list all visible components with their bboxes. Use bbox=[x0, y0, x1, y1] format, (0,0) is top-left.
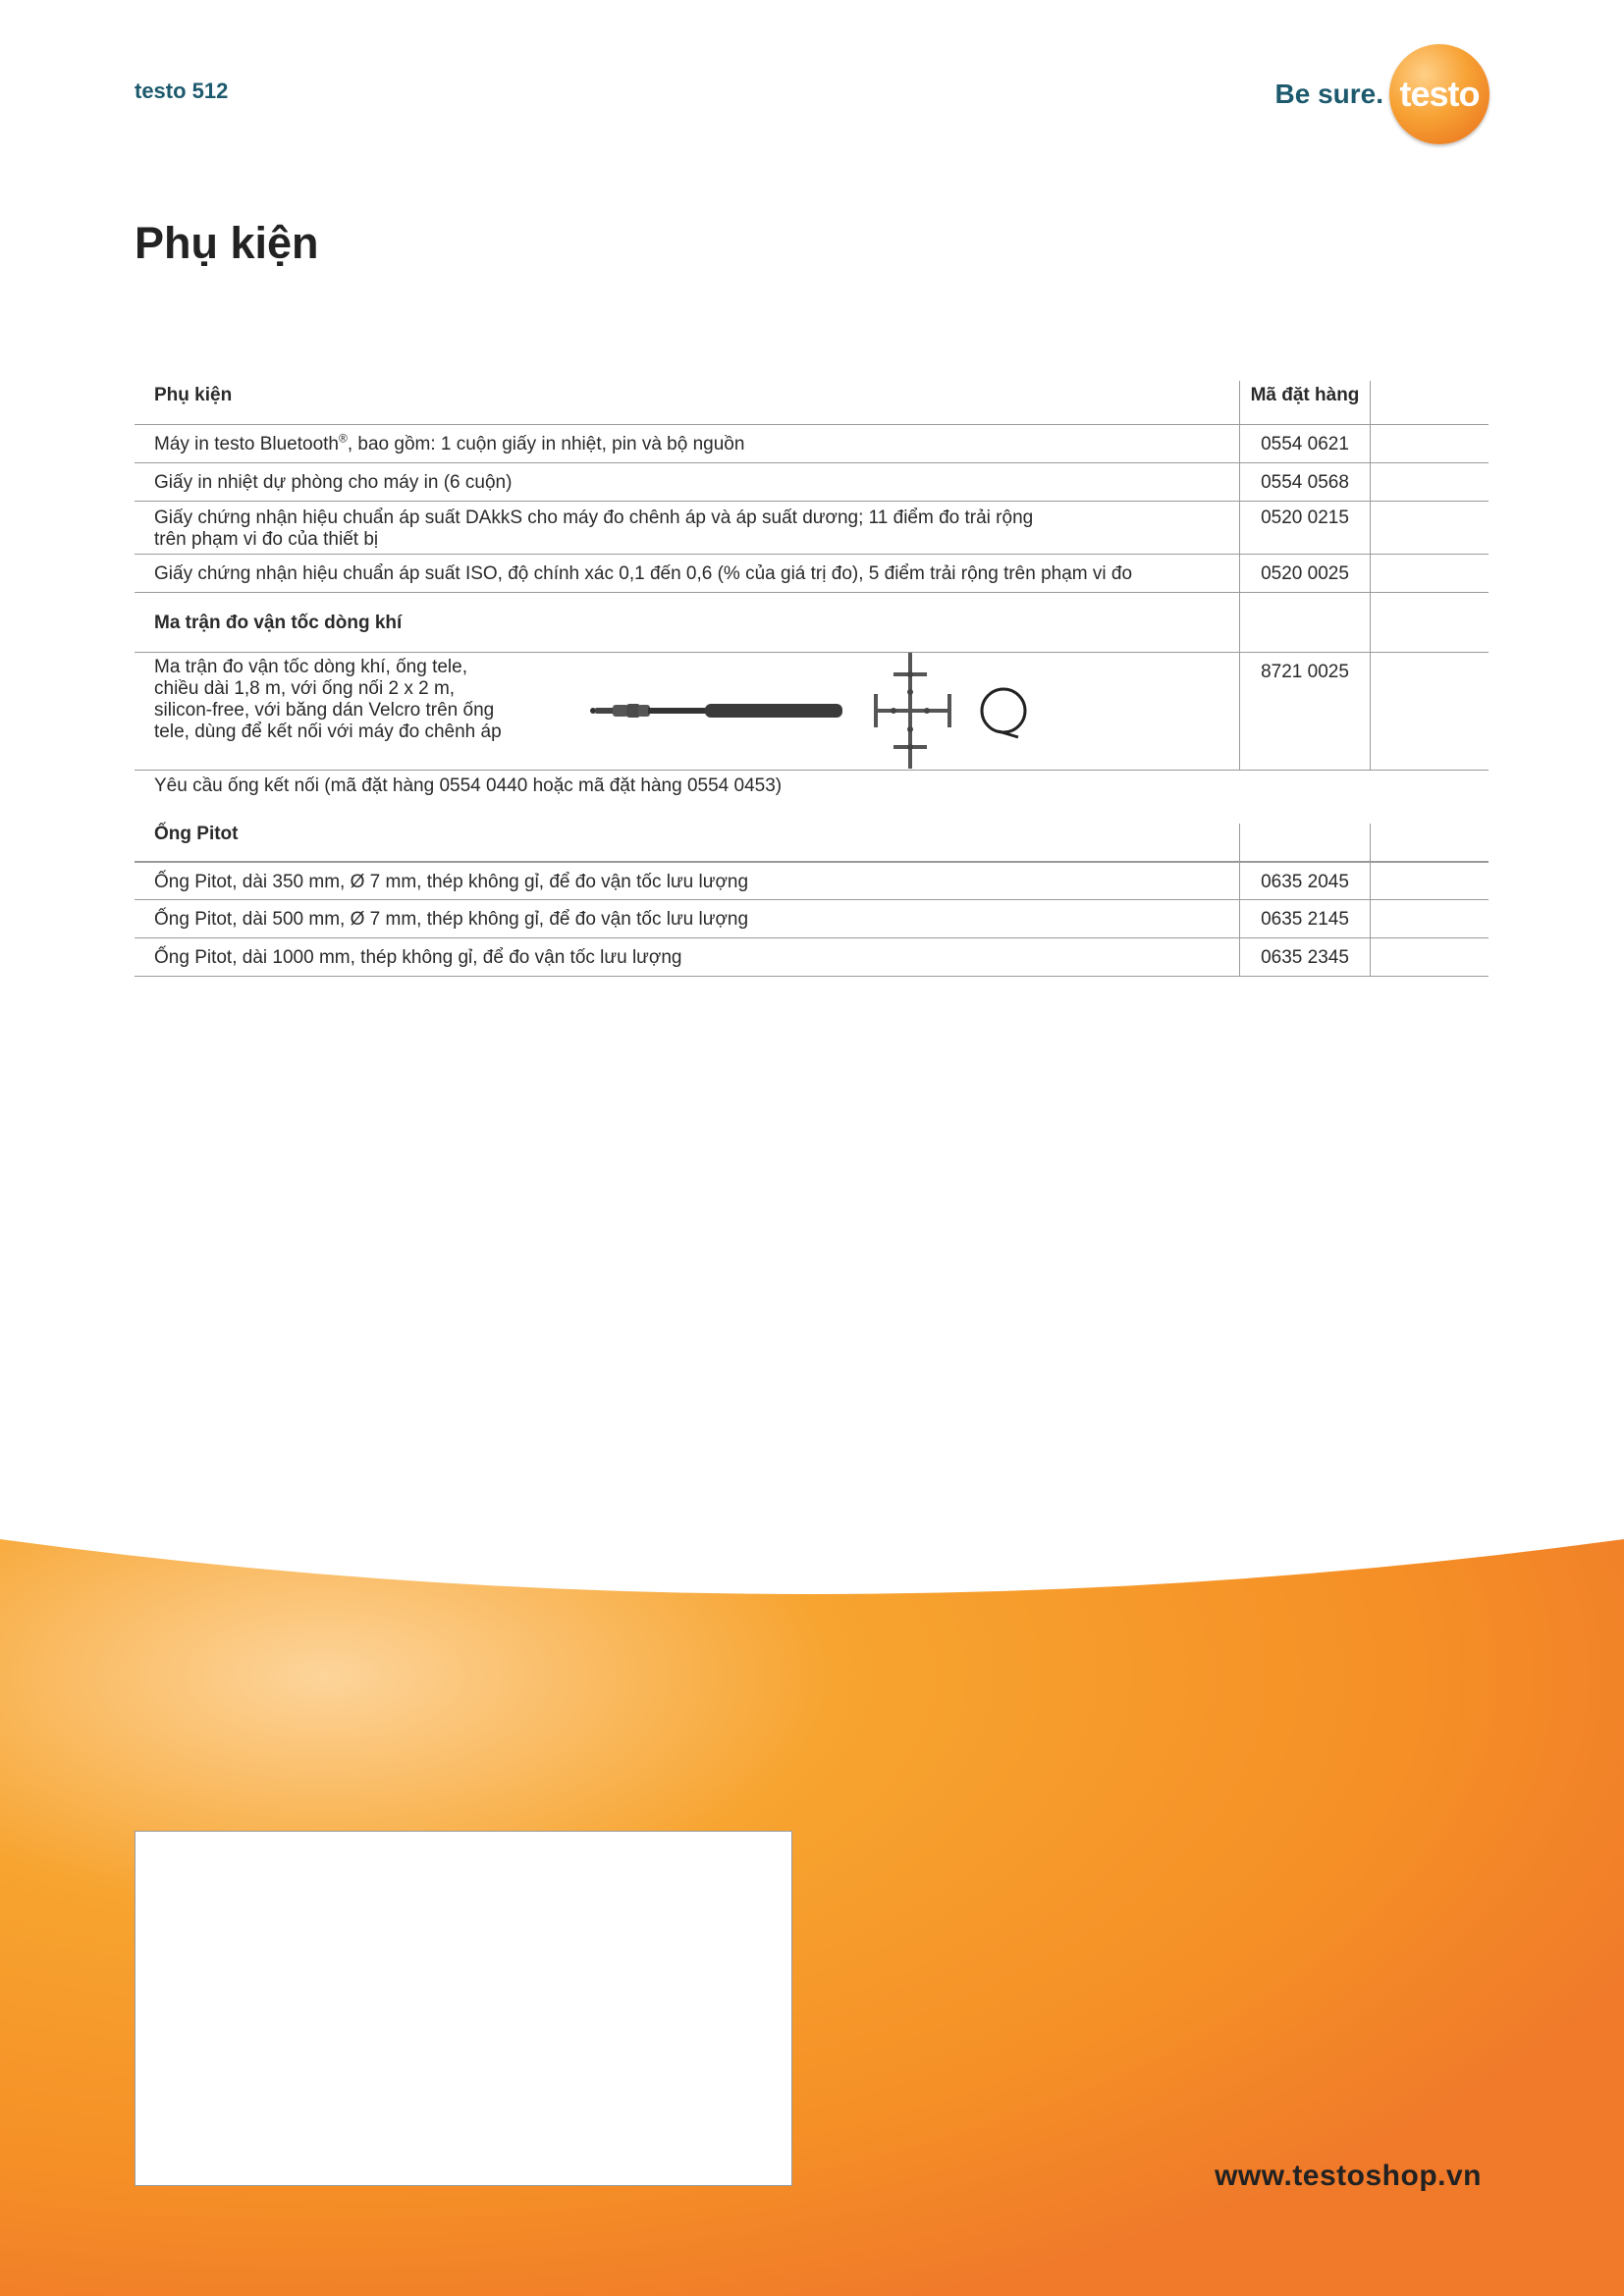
column-header-order-code: Mã đặt hàng bbox=[1239, 381, 1371, 424]
brand-logo bbox=[1275, 43, 1490, 145]
section-matrix-title: Ma trận đo vận tốc dòng khí bbox=[154, 613, 403, 633]
connection-note: Yêu cầu ống kết nối (mã đặt hàng 0554 0440 hoặc mã đặt hàng 0554 0453) bbox=[154, 775, 783, 796]
flow-matrix-product-image bbox=[581, 653, 1053, 771]
brand-slogan: Be sure. bbox=[1274, 79, 1383, 109]
section-header-row bbox=[135, 593, 1489, 653]
table-row bbox=[135, 463, 1489, 502]
accessories-table bbox=[135, 381, 1489, 977]
row-order-code: 0635 2345 bbox=[1239, 938, 1371, 976]
table-row bbox=[135, 862, 1489, 900]
row-order-code: 0554 0568 bbox=[1239, 463, 1371, 501]
section-pitot-title: Ống Pitot bbox=[154, 824, 239, 844]
product-name: testo 512 bbox=[135, 79, 229, 103]
row-description: Giấy chứng nhận hiệu chuẩn áp suất ISO, độ chính xác 0,1 đến 0,6 (% của giá trị đo), 5 điểm trải rộng trên phạm vi đo bbox=[154, 563, 1133, 584]
table-row bbox=[135, 653, 1489, 771]
table-header-row bbox=[135, 381, 1489, 425]
page-title: Phụ kiện bbox=[135, 218, 319, 268]
table-row bbox=[135, 425, 1489, 463]
note-row bbox=[135, 771, 1489, 824]
row-description bbox=[135, 653, 1239, 770]
row-description: Ống Pitot, dài 500 mm, Ø 7 mm, thép không gỉ, để đo vận tốc lưu lượng bbox=[154, 909, 749, 930]
row-order-code: 0520 0025 bbox=[1239, 555, 1371, 592]
row-order-code: 0635 2145 bbox=[1239, 900, 1371, 937]
row-order-code: 0554 0621 bbox=[1239, 425, 1371, 462]
table-row bbox=[135, 555, 1489, 593]
table-row bbox=[135, 900, 1489, 938]
section-header-row bbox=[135, 824, 1489, 862]
row-description: Máy in testo Bluetooth®, bao gồm: 1 cuộn giấy in nhiệt, pin và bộ nguồn bbox=[154, 431, 745, 454]
logo-text: testo bbox=[1399, 74, 1480, 114]
row-order-code: 0520 0215 bbox=[1239, 502, 1371, 554]
row-order-code: 0635 2045 bbox=[1239, 863, 1371, 899]
row-description: Giấy chứng nhận hiệu chuẩn áp suất DAkkS cho máy đo chênh áp và áp suất dương; 11 điểm đo trải rộng trên phạm vi đo của thiết bị bbox=[154, 507, 1034, 550]
row-description: Ống Pitot, dài 1000 mm, thép không gỉ, để đo vận tốc lưu lượng bbox=[154, 947, 682, 968]
row-description: Ống Pitot, dài 350 mm, Ø 7 mm, thép không gỉ, để đo vận tốc lưu lượng bbox=[154, 872, 749, 892]
address-box bbox=[135, 1831, 792, 2186]
row-order-code: 8721 0025 bbox=[1239, 653, 1371, 770]
website-url[interactable]: www.testoshop.vn bbox=[1215, 2160, 1482, 2192]
testo-logo-icon bbox=[1389, 44, 1489, 144]
row-description: Giấy in nhiệt dự phòng cho máy in (6 cuộn) bbox=[154, 472, 513, 493]
table-row bbox=[135, 938, 1489, 977]
table-row bbox=[135, 502, 1489, 555]
matrix-description: Ma trận đo vận tốc dòng khí, ống tele, chiều dài 1,8 m, với ống nối 2 x 2 m, silicon-free, với băng dán Velcro trên ống tele, dùng để kết nối với máy đo chênh áp bbox=[154, 657, 502, 742]
column-header-accessories: Phụ kiện bbox=[154, 385, 233, 405]
